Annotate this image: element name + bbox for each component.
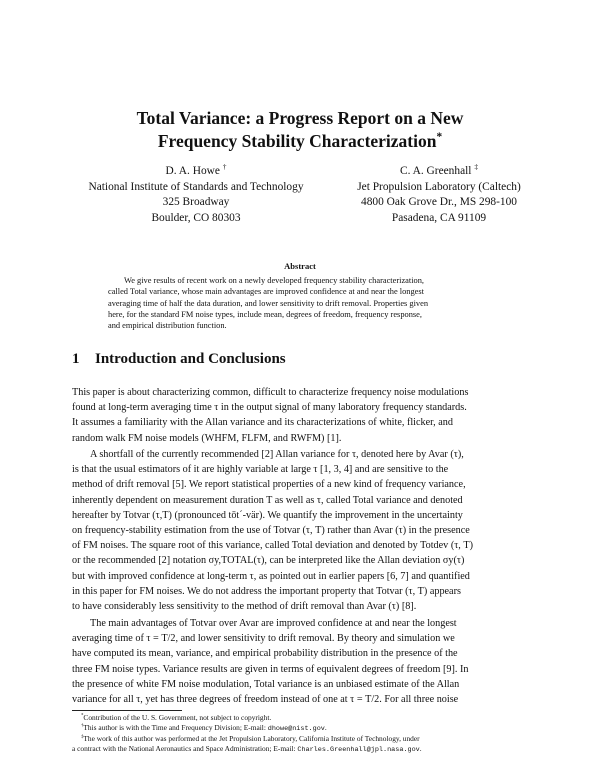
abstract-line: called Total variance, whose main advantages are improved confidence at and near the longest [108,287,424,297]
text-line: variance for all τ, yet has three degrees of freedom instead of one at τ = T/2. For all three noise [72,694,459,706]
text-line: or the recommended [2] notation σy,TOTAL(τ), can be interpreted like the Allan deviation σy(τ) [72,555,465,567]
abstract-line: here, for the standard FM noise types, include mean, degrees of freedom, frequency response, [108,309,422,319]
author-block-1 [66,164,326,226]
author-address-line: Boulder, CO 80303 [151,211,241,224]
abstract-heading: Abstract [284,261,316,271]
text-line: This paper is about characterizing common, difficult to characterize frequency noise modulations [72,387,469,398]
paragraph-3 [72,616,529,707]
paper-title-line-2: Frequency Stability Characterization* [157,131,443,151]
text-line: inherently dependent on measurement duration T as well as τ, called Total variance and denoted [72,494,463,506]
section-heading [72,351,286,368]
footnote-rule [72,710,182,711]
text-line: A shortfall of the currently recommended [2] Allan variance for τ, denoted here by Avar (τ), [90,449,464,460]
text-line: on frequency-stability estimation from the use of Totvar (τ, T) rather than Avar (τ) in the presence [72,525,470,537]
author-affiliation: National Institute of Standards and Technology [88,180,304,193]
text-line: hereafter by Totvar (τ,T) (pronounced tōt´-vär). We quantify the improvement in the uncertainty [72,509,463,521]
text-line: It assumes a familiarity with the Allan variance and its characterizations of white, flicker, and [72,417,453,429]
author-address-line: Pasadena, CA 91109 [391,211,487,224]
text-line: averaging time of τ = T/2, and lower sensitivity to drift removal. By theory and simulation we [72,633,455,645]
paper-title-line-1: Total Variance: a Progress Report on a New [136,108,464,128]
abstract-body [108,275,492,331]
text-line: random walk FM noise models (WHFM, FLFM, and RWFM) [1]. [72,432,342,444]
paragraph-2 [72,447,529,614]
text-line: method of drift removal [5]. We report statistical properties of a new kind of frequency variance, [72,479,466,491]
footnote-1: *Contribution of the U. S. Government, not subject to copyright. [81,713,272,722]
author-affiliation: Jet Propulsion Laboratory (Caltech) [357,180,521,193]
text-line: the presence of white FM noise modulation, Total variance is an unbiased estimate of the Allan [72,678,460,690]
author-name: D. A. Howe † [165,162,227,177]
text-line: three FM noise types. Variance results are given in terms of equivalent degrees of freedom [9]. In [72,663,469,675]
footnote-2: †This author is with the Time and Frequency Division; E-mail: dhowe@nist.gov. [81,723,327,733]
footnote-3: ‡The work of this author was performed at the Jet Propulsion Laboratory, California Institute of Technology, under [81,734,420,743]
text-line: have computed its mean, variance, and empirical probability distribution in the presence of the [72,648,458,660]
text-line: but with improved confidence at long-term τ, as pointed out in earlier papers [6, 7] and quantified [72,570,470,582]
text-line: of FM noises. The square root of this variance, called Total deviation and denoted by Totdev (τ, T) [72,540,474,552]
abstract-line: We give results of recent work on a newly developed frequency stability characterization, [124,276,425,285]
author-address-line: 325 Broadway [162,196,230,208]
abstract-line: and empirical distribution function. [108,321,227,331]
text-line: in this paper for FM noises. We do not address the important property that Totvar (τ, T) appears [72,585,461,597]
section-title: Introduction and Conclusions [95,351,286,367]
author-block-2 [309,164,569,226]
email-link[interactable]: Charles.Greenhall@jpl.nasa.gov [297,746,420,754]
abstract-line: averaging time of half the data duration, and lower sensitivity to drift removal. Properties given [108,298,429,308]
footnotes [72,713,529,755]
text-line: found at long-term averaging time τ in the output signal of many laboratory frequency standards. [72,402,467,414]
paragraph-1 [72,385,529,446]
author-address-line: 4800 Oak Grove Dr., MS 298-100 [361,196,517,208]
author-name: C. A. Greenhall ‡ [399,162,479,177]
section-number: 1 [72,351,80,367]
footnote-3-continued: a contract with the National Aeronautics and Space Administration; E-mail: Charles.Greenhall@jpl.nasa.gov. [72,744,422,754]
text-line: is that the usual estimators of it are highly variable at large τ [1, 3, 4] and are sensitive to the [72,464,449,476]
text-line: to have considerably less sensitivity to the method of drift removal than Avar (τ) [8]. [72,601,417,613]
email-link[interactable]: dhowe@nist.gov [267,725,325,733]
title-footnote-mark: * [436,131,443,144]
text-line: The main advantages of Totvar over Avar are improved confidence at and near the longest [90,618,457,629]
